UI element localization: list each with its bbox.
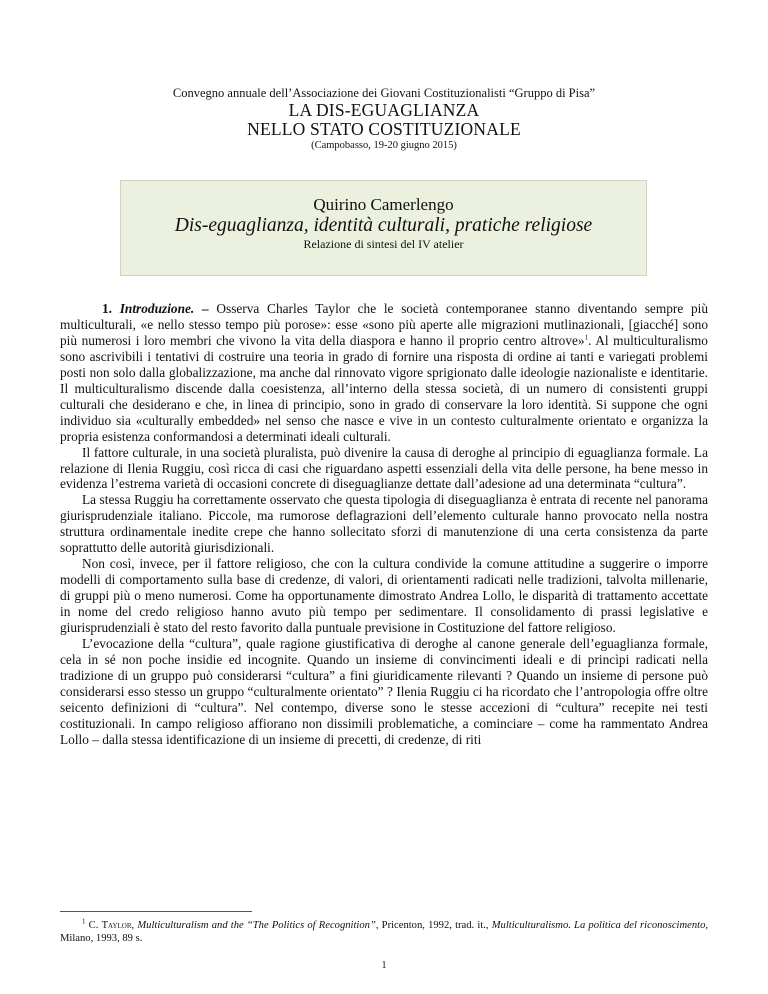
footnote-translation-title: Multiculturalismo. La politica del riconoscimento xyxy=(491,920,706,931)
footnote-author-surname: Taylor xyxy=(101,920,132,931)
footnote-separator xyxy=(60,911,252,912)
paragraph-1-text-a: Osserva Charles Taylor che le società contemporanee stanno diventando sempre più multiculturali, «e nello stesso tempo più porose»: esse «sono più aperte alle migrazioni mutlinazionali, [giacché] sono più numerosi i loro membri che vivono la vita della diaspora e hanno il proprio centro altrove» xyxy=(60,301,708,348)
paragraph-3: La stessa Ruggiu ha correttamente osservato che questa tipologia di diseguaglianza è entrata di recente nel panorama giurisprudenziale italiano. Piccole, ma rumorose deflagrazioni dell’elemento culturale hanno provocato nella nostra struttura ordinamentale inedite crepe che hanno sollecitato sforzi di manutenzione di una certa consistenza da parte soprattutto delle autorità giurisdizionali. xyxy=(60,492,708,556)
body-text xyxy=(60,301,708,748)
paper-author: Quirino Camerlengo xyxy=(313,195,454,214)
footnote-work-title: Multiculturalism and the “The Politics of Recognition” xyxy=(137,920,376,931)
paragraph-1 xyxy=(60,301,708,445)
paragraph-1-text-b: . Al multiculturalismo sono ascrivibili i tentativi di costruire una teoria in grado di fornire una risposta di ordine ai tanti e variegati problemi posti non solo dalla globalizzazione, ma anche dal rinnovato vigore sprigionato dalle ideologie nazionaliste e identitarie. Il multiculturalismo discende dalla coesistenza, all’interno della stessa società, di un numero di consistenti gruppi culturali che desiderano e che, in linea di principio, sono in grado di conservare la loro identità. Si suppone che ogni individuo sia «culturally embedded» nel senso che nasce e vive in un contesto culturalmente orientato e organizza la propria esistenza conformandosi a determinati ideali culturali. xyxy=(60,332,708,444)
paragraph-4: Non così, invece, per il fattore religioso, che con la cultura condivide la comune attitudine a suggerire o imporre modelli di comportamento sulla base di credenze, di valori, di orientamenti radicati nelle tradizioni, talvolta millenarie, di gruppi più o meno numerosi. Come ha opportunamente dimostrato Andrea Lollo, le disparità di trattamento accettate in nome del credo religioso hanno avuto più tempo per sedimentare. Il consolidamento di prassi legislative e giurisprudenziali è stato del resto favorito dalla puntuale previsione in Costituzione del fattore religioso. xyxy=(60,556,708,636)
conference-title-line-2: NELLO STATO COSTITUZIONALE xyxy=(247,119,521,139)
conference-header xyxy=(0,86,768,152)
footnote-number: 1 xyxy=(82,917,86,926)
footnote-middle: , Pricenton, 1992, trad. it., xyxy=(375,920,492,931)
paper-subtitle: Relazione di sintesi del IV atelier xyxy=(303,237,464,251)
page-number: 1 xyxy=(381,960,387,971)
footnote-reference[interactable]: 1 xyxy=(584,333,589,342)
paper-title-box xyxy=(120,180,647,276)
paragraph-5: L’evocazione della “cultura”, quale ragione giustificativa di deroghe al canone generale dell’eguaglianza formale, cela in sé non poche insidie ed incognite. Quando un insieme di convincimenti ideali e di princìpi radicati nella tradizione di un gruppo può considerarsi “cultura” a fini giuridicamente rilevanti ? Quando un insieme di persone può considerarsi esso stesso un gruppo “culturalmente orientato” ? Ilenia Ruggiu ci ha ricordato che l’antropologia offre oltre seicento definizioni di “cultura”. Nel contempo, diverse sono le stesse accezioni di “cultura” recepite nei testi costituzionali. In campo religioso affiorano non dissimili problematiche, a cominciare – come ha rammentato Andrea Lollo – dalla stessa identificazione di un insieme di precetti, di credenze, di riti xyxy=(60,636,708,747)
conference-name: Convegno annuale dell’Associazione dei Giovani Costituzionalisti “Gruppo di Pisa” xyxy=(172,86,596,100)
conference-place-date: (Campobasso, 19-20 giugno 2015) xyxy=(311,140,457,151)
footnote-end: , Milano, 1993, 89 s. xyxy=(60,920,709,944)
section-number: 1. xyxy=(102,301,113,316)
conference-title-line-1: LA DIS-EGUAGLIANZA xyxy=(288,100,480,120)
footnote-sep: , xyxy=(131,920,138,931)
footnote xyxy=(60,919,708,945)
section-title: Introduzione. – xyxy=(119,301,209,316)
paragraph-2: Il fattore culturale, in una società pluralista, può divenire la causa di deroghe al principio di eguaglianza formale. La relazione di Ilenia Ruggiu, così ricca di casi che riguardano aspetti essenziali della vita delle persone, ha bene messo in evidenza l’estrema varietà di occasioni concrete di diseguaglianze dettate dall’adesione ad una determinata “cultura”. xyxy=(60,444,708,492)
footnote-author-initial: C. xyxy=(88,920,102,931)
paper-title: Dis-eguaglianza, identità culturali, pratiche religiose xyxy=(174,215,593,236)
